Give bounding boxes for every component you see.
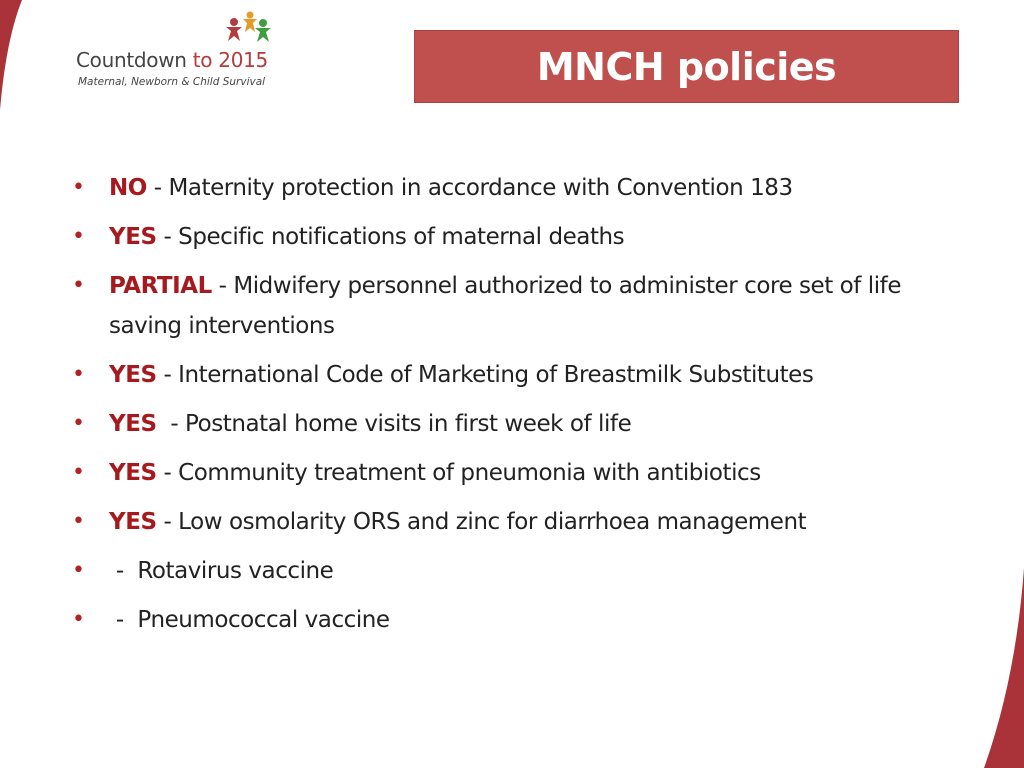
policy-item xyxy=(72,266,972,346)
policy-status: YES xyxy=(109,460,157,486)
bullet-icon: • xyxy=(72,273,85,298)
policy-item xyxy=(72,168,972,208)
logo-title xyxy=(76,48,268,72)
policy-status: YES xyxy=(109,362,157,388)
policy-text: - Midwifery personnel authorized to administer core set of life saving interventions xyxy=(109,273,902,339)
bullet-icon: • xyxy=(72,362,85,387)
top-left-corner-decoration xyxy=(0,0,30,110)
title-banner xyxy=(414,30,959,103)
logo-title-accent: to 2015 xyxy=(192,48,268,72)
countdown-logo xyxy=(72,10,302,96)
policy-text: - Rotavirus vaccine xyxy=(109,558,334,584)
family-figures-icon xyxy=(222,10,272,46)
policy-status: NO xyxy=(109,175,147,201)
logo-subtitle: Maternal, Newborn & Child Survival xyxy=(78,76,266,88)
bullet-icon: • xyxy=(72,558,85,583)
policy-text: - Pneumococcal vaccine xyxy=(109,607,390,633)
policy-text: - International Code of Marketing of Breastmilk Substitutes xyxy=(156,362,814,388)
policy-status: PARTIAL xyxy=(109,273,212,299)
policy-text: - Maternity protection in accordance with Convention 183 xyxy=(146,175,793,201)
policy-item xyxy=(72,404,972,444)
policy-item xyxy=(72,600,972,640)
policy-item xyxy=(72,453,972,493)
policy-status: YES xyxy=(109,224,157,250)
policy-status: YES xyxy=(109,509,157,535)
policy-text: - Low osmolarity ORS and zinc for diarrhoea management xyxy=(156,509,807,535)
bullet-icon: • xyxy=(72,411,85,436)
policy-item xyxy=(72,502,972,542)
bullet-icon: • xyxy=(72,224,85,249)
policy-item xyxy=(72,551,972,591)
bullet-icon: • xyxy=(72,460,85,485)
bullet-icon: • xyxy=(72,509,85,534)
policy-text: - Community treatment of pneumonia with antibiotics xyxy=(156,460,761,486)
page-title: MNCH policies xyxy=(536,44,837,89)
bullet-icon: • xyxy=(72,607,85,632)
bullet-icon: • xyxy=(72,175,85,200)
policy-text: - Postnatal home visits in first week of life xyxy=(156,411,632,437)
logo-title-main: Countdown xyxy=(76,48,187,72)
policy-list xyxy=(72,168,972,649)
policy-item xyxy=(72,355,972,395)
policy-status: YES xyxy=(109,411,157,437)
bottom-right-corner-decoration xyxy=(964,568,1024,768)
policy-item xyxy=(72,217,972,257)
policy-text: - Specific notifications of maternal deaths xyxy=(156,224,625,250)
